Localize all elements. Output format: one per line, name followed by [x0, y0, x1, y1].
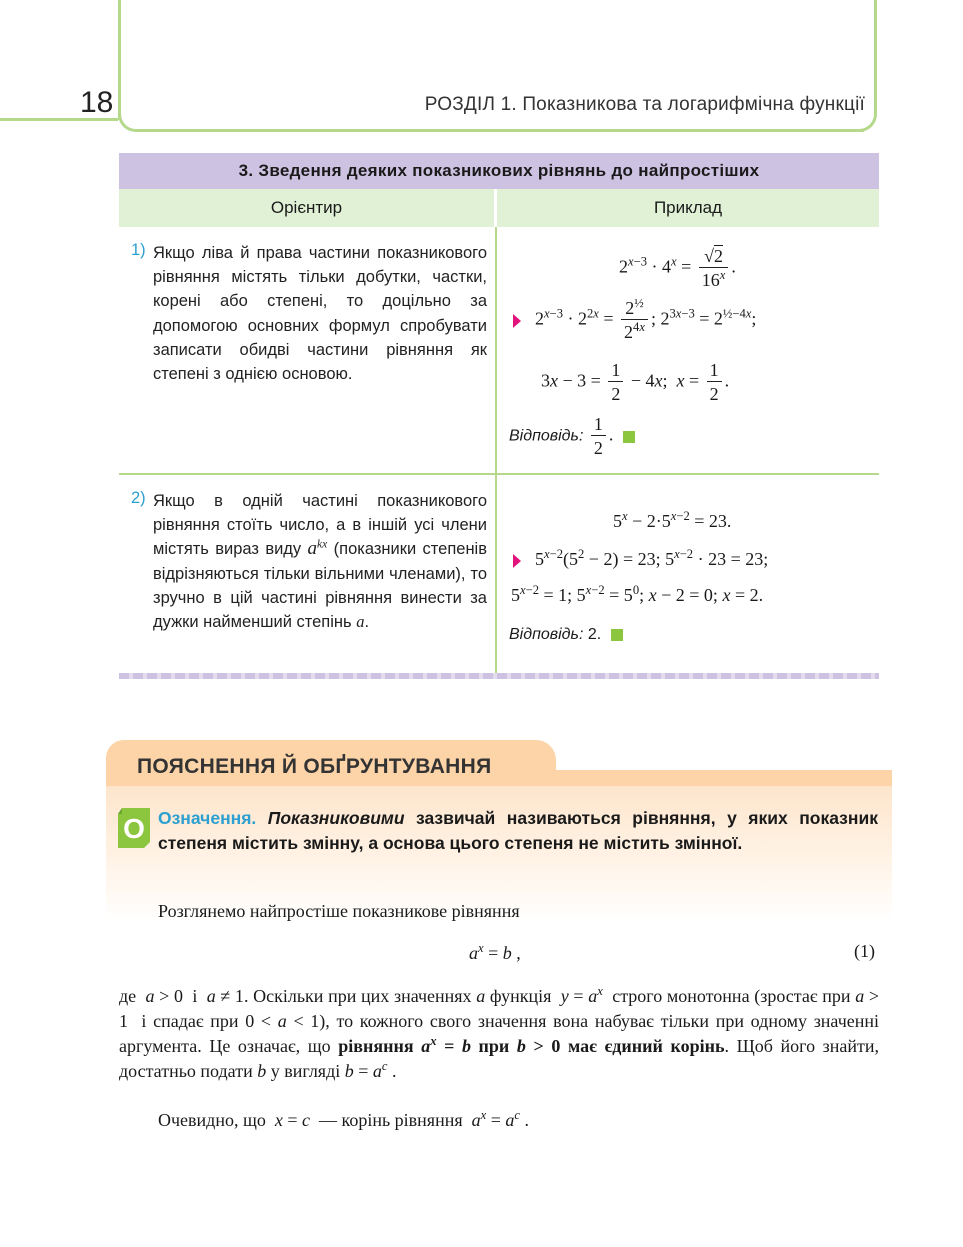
answer-label: Відповідь: [509, 626, 579, 643]
guide-text: Якщо ліва й права частини показникового рівняння містять тільки добутки, частки, корені або степені, то доцільно за допомогою основних формул спробувати записати обидві частини рівняння як степені з однією основою.: [153, 244, 487, 384]
conclusion-paragraph: Очевидно, що x = c — корінь рівняння $a^x = a^c$ .: [158, 1108, 529, 1130]
frame-corner: [118, 102, 138, 132]
row-number: 1): [131, 241, 146, 259]
summary-table: [119, 153, 879, 679]
solution-marker-icon: [513, 314, 521, 328]
guide-cell: [119, 227, 497, 473]
definition-icon: [116, 806, 152, 850]
answer-label: Відповідь: [509, 427, 579, 445]
equation-1: $a^x = b$ ,: [469, 941, 521, 963]
example-cell: [497, 227, 879, 473]
solution-step: $5^{x-2}(5^2 - 2) = 23$; $5^{x-2} \cdot 23 = 23$;: [513, 549, 768, 570]
guide-cell: [119, 475, 497, 673]
page-number: 18: [80, 86, 114, 119]
frame-line: [136, 129, 864, 132]
end-of-solution-icon: [623, 431, 635, 443]
end-of-solution-icon: [611, 629, 623, 641]
answer-line: Відповідь: 2.: [509, 623, 623, 644]
definition-term: Показниковими: [267, 808, 405, 828]
example-equation: $5^x - 2\cdot 5^{x-2} = 23$.: [613, 509, 732, 531]
column-header-example: Приклад: [653, 198, 723, 217]
table-row: [119, 475, 879, 673]
explanation-paragraph: де a > 0 і a ≠ 1. Оскільки при цих значеннях a функція $y = a^x$ строго монотонна (зростає при a > 1 і спадає при 0 < a < 1), то кожного свого значення вона набуває тільки при одному значенні аргумента. Це означає, що рівняння $a^x = b$ при b > 0 має єдиний корінь. Щоб його знайти, достатньо подати b у вигляді $b = a^c$ .: [119, 984, 880, 1081]
table-row: [119, 227, 879, 475]
guide-text: Якщо в одній частині показникового рівняння стоїть число, а в іншій усі члени містять вираз виду $a^{kx}$ (показники степенів відрізняються тільки вільними членами), то зручно в цій частині рівняння винести за дужки найменший степінь a.: [153, 492, 487, 632]
answer-line: Відповідь: $\frac{1}{2}$ .: [509, 413, 635, 460]
column-header-guide: Орієнтир: [119, 189, 497, 227]
solution-step: 3x − 3 = $\frac{1}{2}$ − 4x; x = $\frac{1}{2}$ .: [541, 360, 730, 404]
row-number: 2): [131, 489, 146, 507]
solution-step: $5^{x-2} = 1$; $5^{x-2} = 5^0$; x − 2 = 0; x = 2.: [511, 583, 764, 605]
example-equation: $2^{x-3} \cdot 4^x$ = $\frac{√2}{16^x}$ .: [619, 246, 736, 290]
solution-marker-icon: [513, 554, 521, 568]
definition-label: Означення.: [158, 808, 257, 828]
solution-step: $2^{x-3} \cdot 2^{2x}$ = $\frac{2^{\frac{1}{2}}}{2^{4x}}$ ; $2^{3x-3} = 2^{\frac{1}{2}-4x}$;: [513, 297, 756, 344]
section-title: ПОЯСНЕННЯ Й ОБҐРУНТУВАННЯ: [137, 755, 492, 778]
definition-text: Означення. Показниковими зазвичай називаються рівняння, у яких показник степеня містить змінну, а основа цього степеня не містить змінної.: [158, 808, 878, 853]
frame-line: [874, 0, 877, 112]
table-header: [119, 189, 879, 227]
intro-paragraph: Розглянемо найпростіше показникове рівняння: [158, 901, 520, 921]
svg-text:О: О: [123, 813, 145, 844]
running-head: РОЗДІЛ 1. Показникова та логарифмічна функції: [424, 94, 865, 115]
table-bottom-border: [119, 673, 879, 679]
table-title: 3. Зведення деяких показникових рівнянь до найпростіших: [119, 153, 879, 189]
example-cell: [497, 475, 879, 673]
equation-number: (1): [854, 941, 875, 961]
